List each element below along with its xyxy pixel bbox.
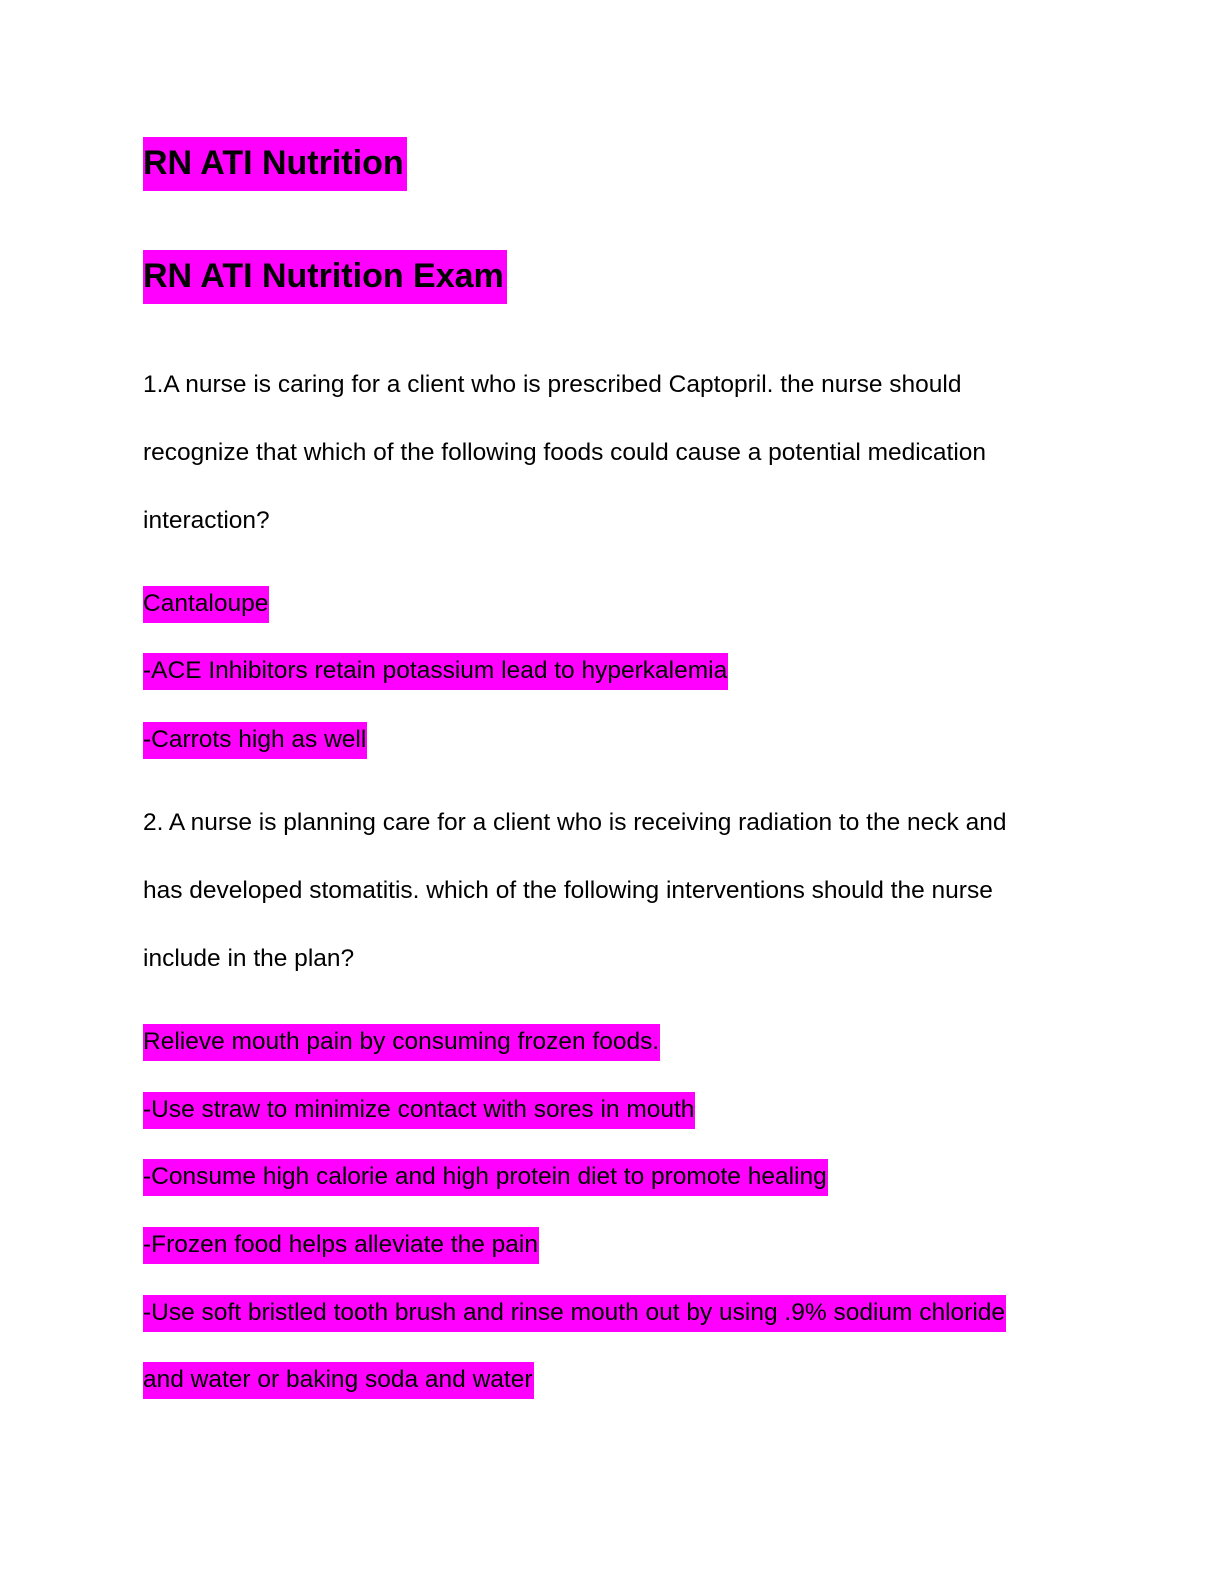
question-2-line-1: 2. A nurse is planning care for a client who is receiving radiation to the neck and [143,809,1007,836]
question-2-line-3: include in the plan? [143,945,355,972]
answer-2-line-1-row [143,1030,660,1055]
answer-2-line-5-row [143,1301,1006,1326]
answer-1-line-2: -ACE Inhibitors retain potassium lead to hyperkalemia [143,653,728,690]
answer-2-line-2-row [143,1098,695,1123]
answer-2-line-1: Relieve mouth pain by consuming frozen foods. [143,1024,660,1061]
answer-2-line-5: -Use soft bristled tooth brush and rinse mouth out by using .9% sodium chloride [143,1295,1006,1332]
answer-2-line-4: -Frozen food helps alleviate the pain [143,1227,539,1264]
document-title: RN ATI Nutrition [143,137,407,191]
question-1-line-1: 1.A nurse is caring for a client who is prescribed Captopril. the nurse should [143,371,962,398]
document-subtitle: RN ATI Nutrition Exam [143,250,507,304]
document-title-line [143,146,407,180]
answer-1-line-2-row [143,659,728,684]
answer-1-line-1: Cantaloupe [143,586,269,623]
answer-1-line-3: -Carrots high as well [143,722,367,759]
answer-2-line-6-row [143,1368,534,1393]
answer-1-line-3-row [143,728,367,753]
document-subtitle-line [143,259,507,293]
answer-2-line-6: and water or baking soda and water [143,1362,534,1399]
answer-2-line-2: -Use straw to minimize contact with sores in mouth [143,1092,695,1129]
question-2-line-2: has developed stomatitis. which of the following interventions should the nurse [143,877,993,904]
answer-2-line-3: -Consume high calorie and high protein diet to promote healing [143,1159,828,1196]
answer-2-line-3-row [143,1165,828,1190]
question-1-line-2: recognize that which of the following foods could cause a potential medication [143,439,987,466]
question-1-line-3: interaction? [143,507,270,534]
answer-1-line-1-row [143,592,269,617]
answer-2-line-4-row [143,1233,539,1258]
